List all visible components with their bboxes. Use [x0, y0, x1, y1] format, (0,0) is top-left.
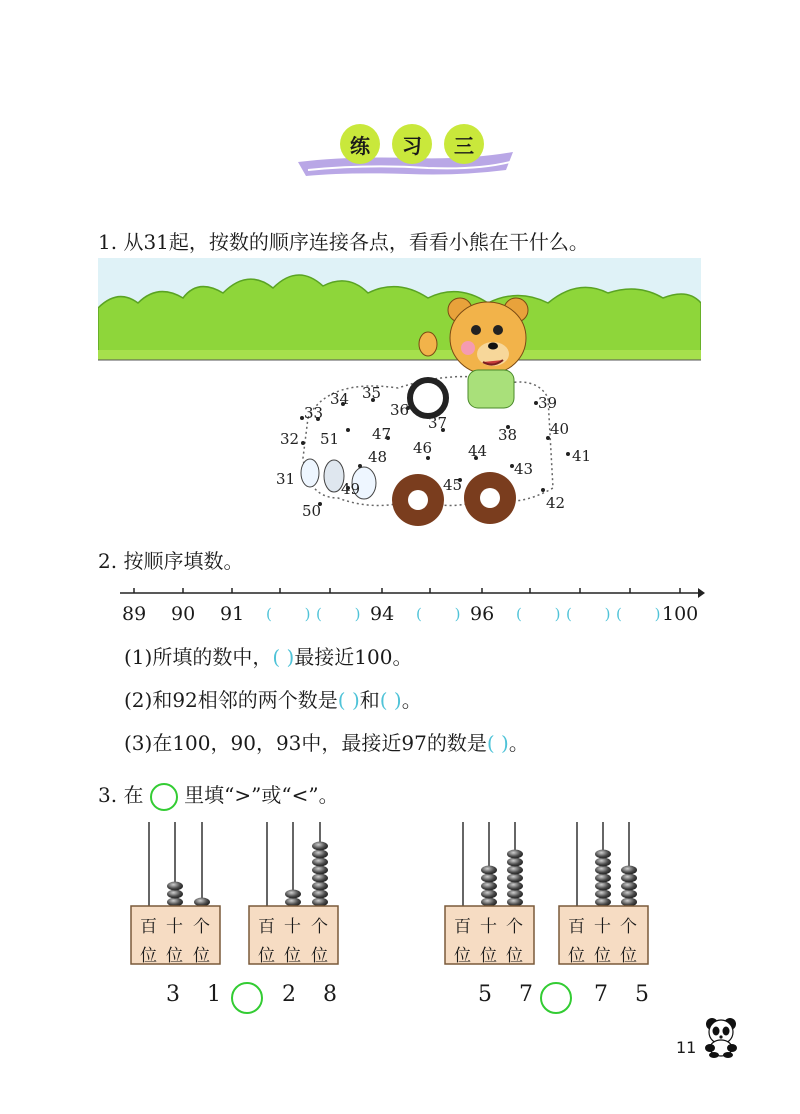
place-label-suffix: 位 [506, 946, 523, 966]
dot-label-32: 32 [280, 430, 300, 448]
dot-label-37: 37 [428, 414, 448, 432]
circle-icon [150, 783, 178, 811]
compare-2-right: 7 5 [594, 982, 659, 1007]
q3-text-start: 3. 在 [98, 783, 144, 807]
place-label-suffix: 位 [594, 946, 611, 966]
number-91: 91 [220, 603, 245, 625]
sub2-text-mid: 和 [359, 688, 380, 712]
sub3-answer-blank[interactable]: ( ) [486, 731, 509, 755]
dot-label-31: 31 [276, 470, 296, 488]
place-label-suffix: 位 [620, 946, 637, 966]
number-100: 100 [662, 603, 699, 625]
place-label-ones: 个 [506, 917, 523, 937]
sub2-text: (2)和92相邻的两个数是 [124, 688, 338, 712]
number-89: 89 [122, 603, 147, 625]
compare-1-right: 2 8 [282, 982, 347, 1007]
sub2-text-end: 。 [401, 688, 422, 712]
title-char-2: 习 [392, 124, 432, 164]
dot-label-48: 48 [368, 448, 388, 466]
sub-question-2 [124, 684, 422, 713]
number-96: 96 [470, 603, 495, 625]
blank-97[interactable]: ( ) [516, 605, 575, 623]
sub1-text: (1)所填的数中， [124, 645, 273, 669]
number-90: 90 [171, 603, 196, 625]
q3-text-end: 里填“>”或“<”。 [184, 783, 339, 807]
dot-label-51: 51 [320, 430, 340, 448]
question-1-text: 1. 从31起，按数的顺序连接各点，看看小熊在干什么。 [98, 230, 589, 254]
dot-label-40: 40 [550, 420, 570, 438]
dot-label-47: 47 [372, 425, 392, 443]
question-2-text: 2. 按顺序填数。 [98, 549, 244, 573]
dot-label-43: 43 [514, 460, 534, 478]
dot-label-49: 49 [341, 480, 361, 498]
blank-92[interactable]: ( ) [266, 605, 325, 623]
dot-label-45: 45 [443, 476, 463, 494]
blank-93[interactable]: ( ) [316, 605, 375, 623]
place-label-hundreds: 百 [454, 917, 471, 937]
number-line [120, 585, 705, 605]
sub3-text: (3)在100，90，93中，最接近97的数是 [124, 731, 487, 755]
compare-2-answer-circle[interactable] [540, 982, 572, 1014]
place-label-ones: 个 [311, 917, 328, 937]
section-title [288, 118, 518, 188]
compare-2-left: 5 7 [478, 982, 543, 1007]
blank-95[interactable]: ( ) [416, 605, 475, 623]
sub1-answer-blank[interactable]: ( ) [272, 645, 295, 669]
dot-label-44: 44 [468, 442, 488, 460]
place-label-suffix: 位 [166, 946, 183, 966]
panda-icon [700, 1014, 742, 1058]
dot-label-46: 46 [413, 439, 433, 457]
place-label-tens: 十 [166, 917, 183, 937]
place-label-suffix: 位 [140, 946, 157, 966]
dot-label-34: 34 [330, 390, 350, 408]
sub3-text-end: 。 [508, 731, 529, 755]
place-label-suffix: 位 [311, 946, 328, 966]
dot-label-38: 38 [498, 426, 518, 444]
sub-question-3 [124, 727, 529, 756]
car-wheel-2-icon [464, 472, 516, 524]
sub1-text-end: 最接近100。 [294, 645, 413, 669]
question-3-text [98, 779, 339, 811]
scene-illustration [98, 258, 701, 528]
place-label-hundreds: 百 [568, 917, 585, 937]
bear-car-scene [98, 258, 701, 528]
place-label-suffix: 位 [193, 946, 210, 966]
place-label-suffix: 位 [258, 946, 275, 966]
compare-1-left: 3 1 [166, 982, 231, 1007]
dot-label-35: 35 [362, 384, 382, 402]
place-label-tens: 十 [284, 917, 301, 937]
dot-label-39: 39 [538, 394, 558, 412]
dot-label-33: 33 [304, 404, 324, 422]
blank-99[interactable]: ( ) [616, 605, 675, 623]
page-number: 11 [676, 1038, 697, 1057]
title-char-3: 三 [444, 124, 484, 164]
title-char-1: 练 [340, 124, 380, 164]
number-94: 94 [370, 603, 395, 625]
place-label-suffix: 位 [480, 946, 497, 966]
blank-98[interactable]: ( ) [566, 605, 625, 623]
car-wheel-1-icon [392, 474, 444, 526]
place-label-ones: 个 [193, 917, 210, 937]
place-label-ones: 个 [620, 917, 637, 937]
sub-question-1 [124, 641, 413, 670]
dot-label-50: 50 [302, 502, 322, 520]
place-label-suffix: 位 [284, 946, 301, 966]
place-label-tens: 十 [480, 917, 497, 937]
place-label-hundreds: 百 [140, 917, 157, 937]
sub2-answer-blank-2[interactable]: ( ) [379, 688, 402, 712]
dot-label-36: 36 [390, 401, 410, 419]
place-label-tens: 十 [594, 917, 611, 937]
place-label-hundreds: 百 [258, 917, 275, 937]
dot-label-41: 41 [572, 447, 592, 465]
dot-label-42: 42 [546, 494, 566, 512]
compare-1-answer-circle[interactable] [231, 982, 263, 1014]
place-label-suffix: 位 [454, 946, 471, 966]
place-label-suffix: 位 [568, 946, 585, 966]
sub2-answer-blank-1[interactable]: ( ) [337, 688, 360, 712]
